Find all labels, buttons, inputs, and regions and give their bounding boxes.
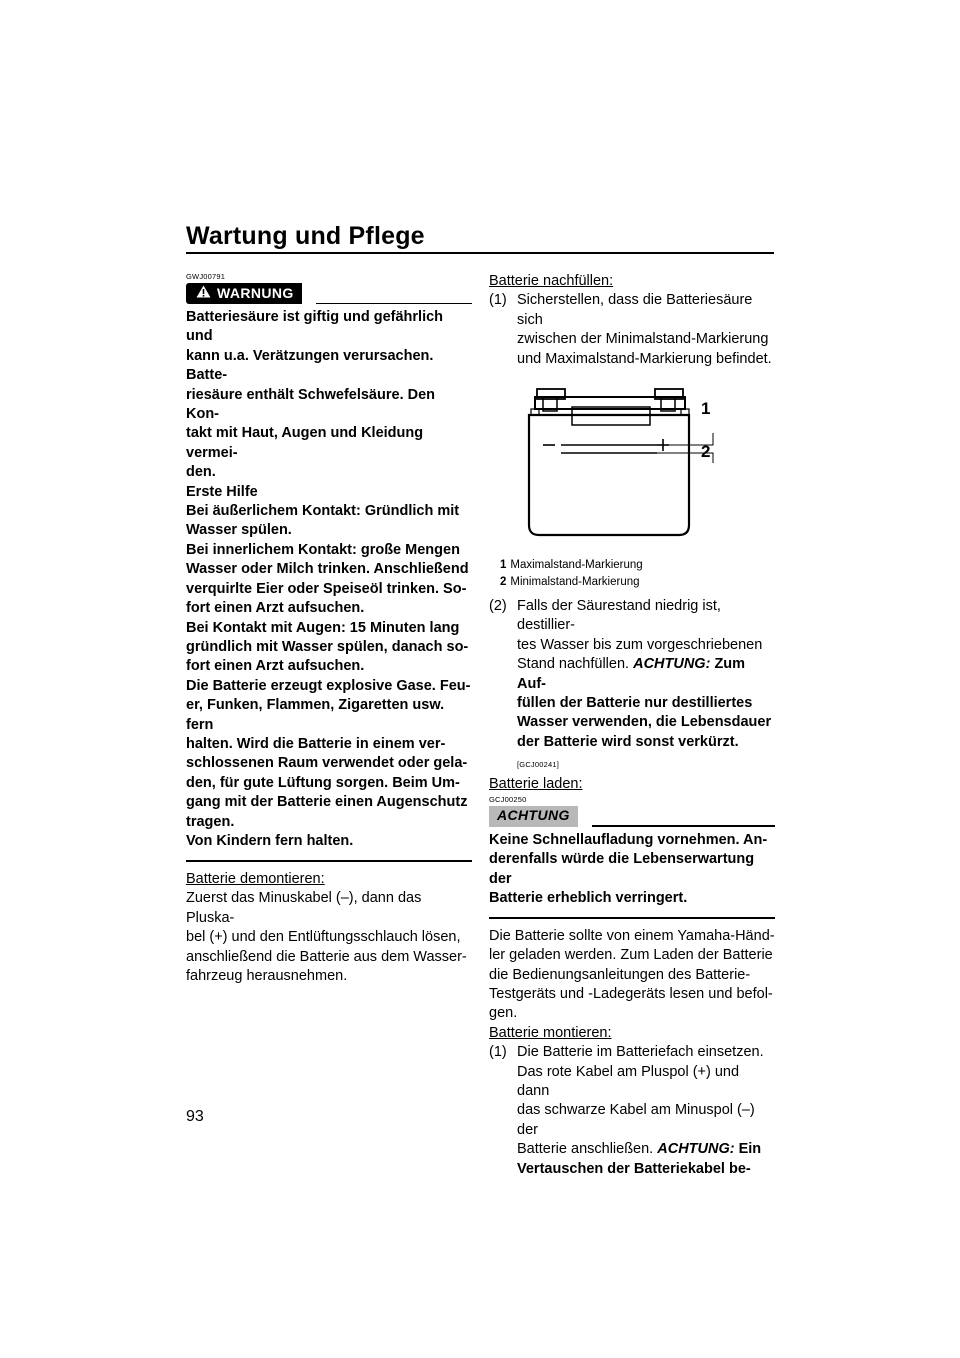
- text-line: Testgeräts und -Ladegeräts lesen und befol-: [489, 986, 773, 1003]
- warning-line: Batteriesäure ist giftig und gefährlich und: [186, 309, 444, 345]
- text-line: das schwarze Kabel am Minuspol (–) der: [517, 1102, 755, 1138]
- caution-bottom-rule: [489, 917, 775, 919]
- text-line: Die Batterie im Batteriefach einsetzen.: [517, 1044, 764, 1061]
- caution-text: [489, 831, 775, 909]
- warning-line: Von Kindern fern halten.: [186, 832, 354, 849]
- warning-label: WARNUNG: [217, 284, 294, 301]
- remove-paragraph: [186, 889, 472, 986]
- warning-line: kann u.a. Verätzungen verursachen. Batte-: [186, 347, 434, 384]
- diagram-legend: [500, 557, 775, 591]
- step-text: [517, 597, 775, 752]
- text-line: bel (+) und den Entlüftungsschlauch lösen,: [186, 929, 461, 946]
- text-line: gen.: [489, 1005, 518, 1022]
- warning-header: [186, 283, 472, 304]
- text-line: zwischen der Minimalstand-Markierung: [517, 331, 769, 348]
- step-item: [489, 1043, 775, 1179]
- caution-code: GCJ00250: [489, 794, 527, 804]
- caution-badge: ACHTUNG: [489, 806, 578, 827]
- warning-line: halten. Wird die Batterie in einem ver-: [186, 735, 446, 752]
- warning-line: gründlich mit Wasser spülen, danach so-: [186, 638, 469, 655]
- page-number: 93: [186, 1108, 204, 1125]
- left-column: [186, 272, 472, 986]
- warning-line: Die Batterie erzeugt explosive Gase. Feu-: [186, 677, 471, 694]
- diagram-label-1: 1: [701, 399, 711, 418]
- title-rule: [186, 252, 774, 254]
- install-heading: Batterie montieren:: [489, 1024, 612, 1041]
- warning-line: er, Funken, Flammen, Zigaretten usw. fern: [186, 697, 445, 733]
- text-line: Das rote Kabel am Pluspol (+) und dann: [517, 1063, 740, 1100]
- text-line: Wasser verwenden, die Lebensdauer: [517, 714, 772, 731]
- text-line: Zuerst das Minuskabel (–), dann das Pluska-: [186, 890, 422, 926]
- warning-line: Wasser oder Milch trinken. Anschließend: [186, 561, 469, 578]
- caution-line: Keine Schnellaufladung vornehmen. An-: [489, 831, 768, 848]
- text-line: der Batterie wird sonst verkürzt.: [517, 733, 739, 750]
- warning-line: gang mit der Batterie einen Augenschutz: [186, 794, 468, 811]
- text-line: die Bedienungsanleitungen des Batterie-: [489, 966, 751, 983]
- battery-illustration: [517, 377, 747, 547]
- diagram-label-2: 2: [701, 442, 711, 461]
- warning-text: [186, 308, 472, 851]
- battery-diagram: [517, 377, 747, 547]
- warning-line: fort einen Arzt aufsuchen.: [186, 658, 365, 675]
- step-item: [489, 597, 775, 752]
- text-line: Vertauschen der Batteriekabel be-: [517, 1160, 751, 1177]
- legend-item: 2 Minimalstand-Markierung: [500, 576, 640, 589]
- warning-line: den.: [186, 464, 216, 481]
- step-number: (1): [489, 1044, 507, 1061]
- caution-line: Batterie erheblich verringert.: [489, 889, 688, 906]
- step-item: [489, 291, 775, 369]
- page-title: Wartung und Pflege: [186, 222, 425, 250]
- step-number: (1): [489, 292, 507, 309]
- legend-item: 1 Maximalstand-Markierung: [500, 559, 643, 572]
- warning-line: Bei äußerlichem Kontakt: Gründlich mit: [186, 503, 460, 520]
- text-line: anschließend die Batterie aus dem Wasser-: [186, 948, 467, 965]
- warning-code: GWJ00791: [186, 272, 226, 281]
- text-line: Sicherstellen, dass die Batteriesäure sich: [517, 292, 753, 328]
- fill-heading: Batterie nachfüllen:: [489, 273, 614, 289]
- step-text: [517, 1043, 775, 1179]
- text-line: füllen der Batterie nur destilliertes: [517, 695, 753, 712]
- warning-badge: [186, 283, 302, 304]
- warning-triangle-icon: [196, 284, 211, 303]
- text-line: Batterie anschließen. ACHTUNG: Ein: [517, 1141, 762, 1158]
- warning-line: Wasser spülen.: [186, 522, 292, 539]
- caution-header-rule: [592, 825, 775, 827]
- warning-line: Bei Kontakt mit Augen: 15 Minuten lang: [186, 619, 460, 636]
- text-line: und Maximalstand-Markierung befindet.: [517, 350, 772, 367]
- step-number: (2): [489, 598, 507, 615]
- step-text: [517, 291, 775, 369]
- text-line: fahrzeug herausnehmen.: [186, 967, 348, 984]
- text-line: Falls der Säurestand niedrig ist, destillier-: [517, 598, 721, 634]
- warning-line: Bei innerlichem Kontakt: große Mengen: [186, 541, 460, 558]
- warning-line: Erste Hilfe: [186, 483, 258, 500]
- caution-line: derenfalls würde die Lebenserwartung der: [489, 851, 755, 887]
- charge-heading: Batterie laden:: [489, 776, 583, 793]
- warning-header-rule: [316, 303, 472, 305]
- text-line: Stand nachfüllen. ACHTUNG: Zum Auf-: [517, 656, 746, 692]
- warning-line: tragen.: [186, 813, 235, 830]
- caution-header: [489, 806, 775, 827]
- right-column: [489, 272, 775, 1179]
- warning-line: fort einen Arzt aufsuchen.: [186, 600, 365, 617]
- warning-line: schlossenen Raum verwendet oder gela-: [186, 755, 468, 772]
- remove-heading: Batterie demontieren:: [186, 870, 325, 887]
- text-line: Die Batterie sollte von einem Yamaha-Händ-: [489, 927, 775, 944]
- warning-line: riesäure enthält Schwefelsäure. Den Kon-: [186, 386, 436, 423]
- warning-line: den, für gute Lüftung sorgen. Beim Um-: [186, 774, 460, 791]
- warning-line: takt mit Haut, Augen und Kleidung vermei-: [186, 425, 424, 461]
- warning-bottom-rule: [186, 860, 472, 862]
- text-line: tes Wasser bis zum vorgeschriebenen: [517, 636, 763, 653]
- charge-paragraph: [489, 927, 775, 1024]
- text-line: ler geladen werden. Zum Laden der Batterie: [489, 947, 773, 964]
- warning-line: verquirlte Eier oder Speiseöl trinken. So-: [186, 580, 467, 597]
- reference-code: [GCJ00241]: [517, 760, 560, 770]
